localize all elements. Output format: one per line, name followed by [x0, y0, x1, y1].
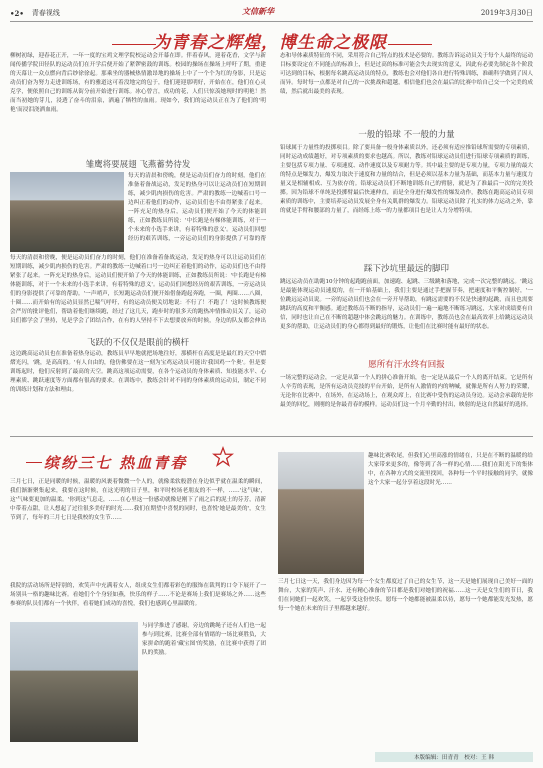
section-name: 青春视线 — [31, 9, 60, 17]
section-title-shot-put: 一般的铅球 不一般的力量 — [358, 130, 455, 140]
training-photo — [10, 172, 124, 252]
newspaper-logo: 文信新华 — [242, 6, 274, 16]
section-text-reward: 一场完整的运动会，一定是从第一个人的拼心准备开始，也一定是从最后一个人的离开结束。它是所有人辛劳的表现，是所有运动员竞技的平台开始，是所有人激情的内的呐喊，就像是所有人努力的荣耀，无论你在比赛中，在场外，在运动场上，在观众席上，在比赛中受伤的运动员身边。运动会承载的是你最美的回忆，则刚的是你最青春的模样。运动员们这一个月辛勤的付出，映射的是这自然最好的选择。 — [280, 375, 533, 408]
headline-flourish-right — [388, 44, 432, 45]
event-photo-right — [278, 452, 364, 574]
section-divider — [10, 436, 533, 437]
womens-day-right-text: 趣味比赛收尾，但我们心里高涨的情绪在，只是在不断的温暖的给大家带来更多的，像等到了各一样的心情……我们在阳光下的集体中，在各种方式的交流里找回，各种每一个平时接触的同学，就像这个大家一起分享着这段时光…… — [368, 453, 533, 486]
section-title-high-jump: 飞跃的不仅仅是眼前的横杆 — [86, 338, 189, 348]
section-text-training: 每天的清晨和傍晚，便是运动员们奋力的时刻，他们在准备着备战运动，发足的热身可以让运动员们在短期训练，减少肌肉损伤的危害。严肃的教练一边喊着口号一边纠正着他们的动作，运动员们也不由得紧张了起来。一阵充足的热身后，运动员们便开始了今天的体能训练，正如教练员所说：'中长跑是有梯体能训练，对于一个未来的小选手来讲，有着特殊的意义'。运动员们回想经历的艰苦训练，一旁运动员们的身影提供了可靠的帮 — [128, 173, 266, 242]
intro-left-text: 柳树初绿，迎春花正开，一年一度的宝鸡文理学院校运动会开幕在即。伴着春风，迎着花香，文学与新闻传播学院田径队的运动员们在开学后便开始了紧锣密鼓的训练。校园的操场在操场上呼吁了期，重建的天幕让一众点燃向背后纱徐徐起。那乘坐的器械热情激昂地的操场上中了一个个为红的身影，只是运动员们奋为努力走进训练场，有的雅道这可着没地完的包于，他们迎迎那明好，开始在在，他们在心灵克学，便依照自己的训练从街分前开始进行训练。冰心曾言，成功的花，人们只惊羡她现时的明艳！然而当初她的芽儿，浸透了奋斗的泪泉，洒遍了牺牲的血雨。现如今，我们的运动员正在为了他们的'明艳'而浸泪浇洒血雨。 — [10, 53, 266, 113]
lower-flourish-left — [26, 462, 42, 463]
star-icon — [212, 446, 234, 468]
header-rule — [10, 21, 533, 22]
section-title-training: 雏鹰将要展翅 飞燕蓄势待发 — [85, 160, 191, 170]
section-text-shot-put: 铅球属于力量性的投掷项目。除了要具备一般身体素质以外，还必须有适应推铅球所需要的专项素质，同时运动成绩越好，对专项素质的要求也越高。所以，教练对铅球运动员们进行铅球专项素质的训练，主要包括专项力量、专项速度、动作速度以及专项耐力等。其中最主要的是专项力量，专项力量的最大的特点是爆发力，爆发力取决于速度和力量的结合，但是必须以基本力量为基础，而基本力量与速度力量又是相辅相成、互为依存的。铅球运动员们不断地训练自己的臂膀，就是为了准最后一次的完美投掷。因为铅球不单纯是投掷臂最后快速伸直，而是全身进行爆发性的爆发动作，教练在跑高运动员专项素质的训练中，主要培养运动员发展全身有关肌群的爆发力。铅球运动员除了扎实的体力运动之外，靠的就是手臂和腰部的力量了，而经练上练一的力量都项目也是让人力分增特项。 — [280, 145, 533, 214]
section-title-long-jump: 踩下沙坑里最远的脚印 — [363, 264, 449, 274]
womens-day-right-text-2: 三月七日这一天，我们身边因为每一个女生都度过了自己的女生节，这一天是她们展现自己美好一面的舞台，大家的笑声、汗水、还有精心准备的节目都是我们对她们的祝福……这一天是女生们的节日，我们在同她们一起欢笑，一起享受这份快乐。愿每一个她都能被温柔以待，愿每一个她都能发光发热，愿每一个她在未来的日子里都越来越好。 — [278, 579, 533, 612]
section-text-long-jump: 跳远运动员在助跑10分钟的起跑跑前面，加速跑、起跳、三级跳和落地，完成一次完整的跳远。'跳远是最能体现运动员速度的，在一开始基础上，我们主要是通过手把握节奏，把速度和平衡控制好，'一位跳远运动员说。一旁的运动员们也会在一旁开导帮助，有跳远需要的不仅是快速的起跳，而且也需要跳跃的高度和平衡感。通过教练员不断的指导，运动员们一遍一遍地不断练习跳远，大家对成绩要有自信，同时也让自己在不断的超越中体会跳远的魅力。在训练中，教练员也会在最高效率上给跳远运动员更多的帮助，让运动员们的身心都得到最好的锻炼，让他们在比赛时能有最好的状态。 — [280, 279, 533, 330]
intro-right-text: 态和导体素质特征的不同，采用符合自己特点的技术是必要的。教练告诉运动员关于每个人最终的运动目标要设定在不同能点的标准上，但是过高的标准可能会失去现实的意义，因此有必要先制定各个阶段可达到的目标，根据每名跳高运动员的特点，教练也会对他们各自进行特殊训练，准确科学做到了因人而异。每时每一点都是对自己的一次挑战和超越，相信他们也会在最后的比赛中给自己交一个完美的成绩，然后就出最美的表现。 — [280, 53, 533, 95]
section-text-high-jump: 这边跳高运动员也在准备着热身运动，教练员早早地就把场地往好，那横杆在高度是是最红的天空中熠熠光闪，'跳，是高高的。'有人自由的，他仿佛要在这一刻为宝鸡运动员可能出'我国鸡一个奥'。但是要训练起时，他们反射到了最高的天空。跳高这项运动需要，在各个运动员的身体素质、知技能水平、心理素质、跳跃速度等方面都有很高的要求。在训练中，教练会针对不同的身体素质的运动员，制定不同的训练计划和方法和理由。 — [10, 351, 266, 393]
headline: 为青春之辉煌，博生命之极限 — [153, 33, 387, 53]
page-header — [10, 6, 533, 20]
womens-day-text: 三月七日，正是同暖的时候，温暖的风裹着微微一个人的，就像柔软般潜在身边似乎就在温柔的瞬间，我们渐渐聚集起来，我要在这时候，在这光明的日子里，和平时校场老朋友的不一样，……'这气味'，这'气味要更加的温柔。'你到这气息走，……在心里这一份感动就像是刚下了雨之后的泥土的芬芳，清新中带着点甜，让人想起了过往很多美好的时光……我们在期望中喜悦的同时，也喜悦'她是最美的'，女生节到了，每年的三月七日是我校的女生节…… — [10, 479, 266, 521]
issue-date: 2019年3月30日 — [480, 9, 533, 17]
womens-day-text-3: 与同学推进了感谢，旁边的跳绳子还有人们也一起参与到比赛，比赛全部有情绪的一场比赛胜负，大家拼命的跑着'藏宝图'的奖励，在比赛中获得了团队的奖励。 — [142, 623, 266, 656]
page-number: •2• — [10, 8, 24, 18]
section-text-training-cont: 每天的清晨和傍晚，便是运动员们奋力的时刻，他们在准备着备战运动，发足的热身可以让运动员们在短期训练，减少肌肉损伤的危害。严肃的教练一边喊着口号一边纠正着他们的动作，运动员们也不由得紧张了起来。一阵充足的热身后，运动员们便开始了今天的体能训练，正如教练员所说：'中长跑是有梯体能训练，对于一个未来的小选手来讲，有着特殊的意义'。运动员们回想经历的艰苦训练，一旁运动员们的身影提供了可靠的帮助。'一声哨声，长短跑运动员们便开始借备跑起奔跑，一圈，两圈……八圈，十圈……而开始有的运动员显然已喘气呼吁，有的运动员便关切地说：不行了！不跑了！'这时候教练便会严厉的批评他们，帮助着他们继续跑，经过了这几天，跑步时的很多天的跑热冲情推动员关了，运动员们都学会了坚持，见是学会了团结合作，在有的人坚持不下去想要放弃的时候，身边的队友都会伸出 — [10, 255, 266, 324]
event-photo-left — [10, 622, 138, 742]
lower-headline: 缤纷三七 热血青春 — [44, 454, 188, 472]
womens-day-text-2: 我院的活动场所是特别的，欢笑声中充满着女人，组成女生们都着彩色的服饰在裁判的口令下展开了一场别具一格的趣味比赛。看她们个个身轻如燕，快乐的样子……不论是赛场上我们是赛场之外……这些参赛的队员们都有一个伙伴，看着她们成功的喜悦，我们也感到心里温暖的。 — [10, 583, 266, 607]
section-title-reward: 愿所有汗水终有回报 — [368, 360, 445, 370]
editor-footer: 本版编辑：田青青 校对：王 韩 — [375, 752, 533, 762]
